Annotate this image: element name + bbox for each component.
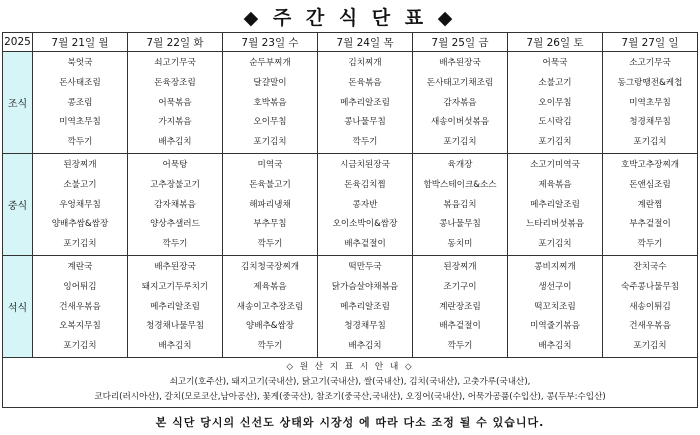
dish-item: 배추된장국 xyxy=(439,58,481,68)
dish-list xyxy=(413,256,507,357)
dish-item: 어묵탕 xyxy=(162,159,188,170)
dish-item: 부추무침 xyxy=(253,219,287,230)
adjustment-notice: 본 식단 당시의 신선도 상태와 시장성 에 따라 다소 조정 될 수 있습니다. xyxy=(155,415,545,429)
dish-list xyxy=(223,256,317,357)
dish-item: 콩자반 xyxy=(352,199,378,210)
dish-item: 포기김치 xyxy=(633,137,667,148)
day-header: 7월 22일 화 xyxy=(128,33,223,52)
meal-cell xyxy=(128,255,223,357)
dish-item: 미역국 xyxy=(257,159,283,170)
dish-item: 깍두기 xyxy=(67,137,93,148)
dish-list xyxy=(603,154,697,255)
dish-item: 메추리알조림 xyxy=(340,97,390,108)
weekly-menu-table xyxy=(2,32,698,358)
dish-item: 배추겉절이 xyxy=(439,321,481,332)
day-header: 7월 21일 월 xyxy=(33,33,128,52)
dish-item: 깍두기 xyxy=(352,137,378,148)
dish-item: 조기구이 xyxy=(443,281,477,292)
meal-cell xyxy=(223,52,318,154)
dish-list xyxy=(318,154,412,255)
dish-item: 깍두기 xyxy=(257,341,283,352)
dish-item: 오이소박이&쌈장 xyxy=(332,219,398,230)
meal-cell xyxy=(223,255,318,357)
dish-item: 돼지고기두루치기 xyxy=(141,281,209,292)
dish-item: 배추김치 xyxy=(158,137,192,148)
dish-item: 육개장 xyxy=(447,159,473,170)
meal-cell xyxy=(603,255,698,357)
dish-list xyxy=(33,52,127,153)
dish-item: 배추김치 xyxy=(348,341,382,352)
dish-item: 양상추샐러드 xyxy=(150,219,200,230)
dish-item: 호박고추장찌개 xyxy=(620,159,680,170)
day-header-row xyxy=(3,33,698,52)
dish-item: 포기김치 xyxy=(538,239,572,250)
dish-list xyxy=(413,52,507,153)
meal-cell xyxy=(33,255,128,357)
dish-list xyxy=(603,256,697,357)
origin-notice xyxy=(2,354,698,408)
dish-list xyxy=(508,154,602,255)
meal-cell xyxy=(33,52,128,154)
dish-item: 청경채무침 xyxy=(629,117,671,128)
dish-item: 달걀말이 xyxy=(253,77,287,88)
dish-item: 된장찌개 xyxy=(63,159,97,170)
dish-item: 양배추쌈&쌈장 xyxy=(51,219,109,230)
dish-list xyxy=(508,256,602,357)
dish-item: 건새우볶음 xyxy=(59,301,101,312)
dish-item: 순두부찌개 xyxy=(249,58,291,68)
meal-label: 석식 xyxy=(3,255,33,357)
dish-list xyxy=(128,154,222,255)
meal-cell xyxy=(413,255,508,357)
dish-item: 쇠고기무국 xyxy=(154,58,196,68)
dish-list xyxy=(128,52,222,153)
dish-item: 포기김치 xyxy=(633,341,667,352)
dish-list xyxy=(128,256,222,357)
meal-cell xyxy=(603,52,698,154)
dish-list xyxy=(223,52,317,153)
dish-item: 해파리냉채 xyxy=(249,199,291,210)
dish-item: 북엇국 xyxy=(67,58,93,68)
dish-item: 생선구이 xyxy=(538,281,572,292)
dish-item: 메추리알조림 xyxy=(530,199,580,210)
dish-item: 제육볶음 xyxy=(253,281,287,292)
dish-item: 배추김치 xyxy=(538,341,572,352)
dish-item: 새송이고추장조림 xyxy=(236,301,304,312)
dish-item: 콩비지찌개 xyxy=(534,261,576,272)
dish-item: 감자볶음 xyxy=(443,97,477,108)
meal-label: 조식 xyxy=(3,52,33,154)
dish-item: 동치미 xyxy=(447,239,473,250)
year-label: 2025 xyxy=(3,33,33,52)
meal-cell xyxy=(508,153,603,255)
day-header: 7월 25일 금 xyxy=(413,33,508,52)
dish-item: 어묵국 xyxy=(542,58,568,68)
dish-item: 소고기미역국 xyxy=(530,159,580,170)
dish-item: 포기김치 xyxy=(443,137,477,148)
dish-item: 깍두기 xyxy=(637,239,663,250)
dish-list xyxy=(603,52,697,153)
dish-item: 돈육불고기 xyxy=(249,179,291,190)
dish-item: 포기김치 xyxy=(63,239,97,250)
dish-item: 된장찌개 xyxy=(443,261,477,272)
origin-title: ◇ 원 산 지 표 시 안 내 ◇ xyxy=(286,362,414,372)
origin-line: 쇠고기(호주산), 돼지고기(국내산), 닭고기(국내산), 쌀(국내산), 김치(국내산), 고춧가루(국내산), xyxy=(169,377,531,387)
dish-item: 소불고기 xyxy=(63,179,97,190)
dish-list xyxy=(508,52,602,153)
dish-item: 도시락김 xyxy=(538,117,572,128)
dish-list xyxy=(33,256,127,357)
dish-item: 메추리알조림 xyxy=(150,301,200,312)
meal-cell xyxy=(508,255,603,357)
dish-item: 부추겉절이 xyxy=(629,219,671,230)
dish-item: 미역초무침 xyxy=(629,97,671,108)
dish-list xyxy=(318,256,412,357)
dish-item: 오복지무침 xyxy=(59,321,101,332)
meal-cell xyxy=(318,255,413,357)
dish-item: 떡만두국 xyxy=(348,261,382,272)
dish-item: 소불고기 xyxy=(538,77,572,88)
dish-item: 청경채무침 xyxy=(344,321,386,332)
dish-item: 새송이버섯볶음 xyxy=(430,117,490,128)
meal-row xyxy=(3,255,698,357)
dish-item: 콩나물무침 xyxy=(344,117,386,128)
dish-item: 콩나물무침 xyxy=(439,219,481,230)
title-bar xyxy=(0,0,700,32)
dish-item: 떡꼬치조림 xyxy=(534,301,576,312)
dish-item: 호박볶음 xyxy=(253,97,287,108)
dish-item: 돈육김치찜 xyxy=(344,179,386,190)
meal-cell xyxy=(223,153,318,255)
dish-item: 계란찜 xyxy=(637,199,663,210)
dish-item: 포기김치 xyxy=(538,137,572,148)
dish-item: 메추리알조림 xyxy=(340,301,390,312)
dish-item: 콩조림 xyxy=(67,97,93,108)
dish-item: 건새우볶음 xyxy=(629,321,671,332)
dish-item: 계란국 xyxy=(67,261,93,272)
dish-item: 동그랑땡전&케첩 xyxy=(617,77,683,88)
dish-item: 오이무침 xyxy=(253,117,287,128)
day-header: 7월 23일 수 xyxy=(223,33,318,52)
dish-item: 새송이튀김 xyxy=(629,301,671,312)
dish-item: 느타리버섯볶음 xyxy=(525,219,585,230)
meal-cell xyxy=(318,153,413,255)
dish-item: 계란장조림 xyxy=(439,301,481,312)
dish-item: 김치청국장찌개 xyxy=(240,261,300,272)
dish-item: 깍두기 xyxy=(257,239,283,250)
dish-item: 어묵볶음 xyxy=(158,97,192,108)
meal-label: 중식 xyxy=(3,153,33,255)
day-header: 7월 27일 일 xyxy=(603,33,698,52)
dish-list xyxy=(413,154,507,255)
dish-item: 깍두기 xyxy=(162,239,188,250)
dish-item: 양배추&쌈장 xyxy=(245,321,295,332)
dish-item: 오이무침 xyxy=(538,97,572,108)
dish-item: 미역초무침 xyxy=(59,117,101,128)
meal-cell xyxy=(603,153,698,255)
dish-list xyxy=(223,154,317,255)
dish-item: 시금치된장국 xyxy=(340,159,390,170)
meal-cell xyxy=(33,153,128,255)
dish-item: 제육볶음 xyxy=(538,179,572,190)
dish-item: 포기김치 xyxy=(253,137,287,148)
dish-item: 돈사태고기채조림 xyxy=(426,77,494,88)
day-header: 7월 24일 목 xyxy=(318,33,413,52)
meal-row xyxy=(3,153,698,255)
dish-item: 미역줄기볶음 xyxy=(530,321,580,332)
dish-item: 돈사태조림 xyxy=(59,77,101,88)
meal-cell xyxy=(413,52,508,154)
dish-item: 숙주콩나물무침 xyxy=(620,281,680,292)
dish-item: 볶음김치 xyxy=(443,199,477,210)
dish-item: 우엉채무침 xyxy=(59,199,101,210)
dish-item: 깍두기 xyxy=(447,341,473,352)
dish-item: 감자채볶음 xyxy=(154,199,196,210)
dish-item: 배추겉절이 xyxy=(344,239,386,250)
dish-item: 돈앤심조림 xyxy=(629,179,671,190)
dish-item: 함박스테이크&소스 xyxy=(423,179,497,190)
dish-item: 잔치국수 xyxy=(633,261,667,272)
dish-item: 고추장불고기 xyxy=(150,179,200,190)
meal-cell xyxy=(413,153,508,255)
page-title: ◆ 주 간 식 단 표 ◆ xyxy=(243,6,457,29)
dish-item: 돈육볶음 xyxy=(348,77,382,88)
meal-cell xyxy=(128,52,223,154)
dish-item: 닭가슴살야채볶음 xyxy=(331,281,399,292)
dish-item: 배추된장국 xyxy=(154,261,196,272)
dish-item: 잉어튀김 xyxy=(63,281,97,292)
dish-item: 배추김치 xyxy=(158,341,192,352)
origin-line: 코다리(러시아산), 갈치(모로코산,남아공산), 꽃게(중국산), 참조기(중국산,국내산), 오징어(국내산), 어묵가공품(수입산), 콩(두부:수입산) xyxy=(94,392,606,402)
dish-item: 소고기무국 xyxy=(629,58,671,68)
dish-item: 포기김치 xyxy=(63,341,97,352)
dish-list xyxy=(33,154,127,255)
meal-cell xyxy=(128,153,223,255)
dish-item: 청경채나물무침 xyxy=(145,321,205,332)
dish-list xyxy=(318,52,412,153)
dish-item: 김치찌개 xyxy=(348,58,382,68)
meal-cell xyxy=(508,52,603,154)
dish-item: 가지볶음 xyxy=(158,117,192,128)
meal-cell xyxy=(318,52,413,154)
day-header: 7월 26일 토 xyxy=(508,33,603,52)
dish-item: 돈육장조림 xyxy=(154,77,196,88)
meal-row xyxy=(3,52,698,154)
